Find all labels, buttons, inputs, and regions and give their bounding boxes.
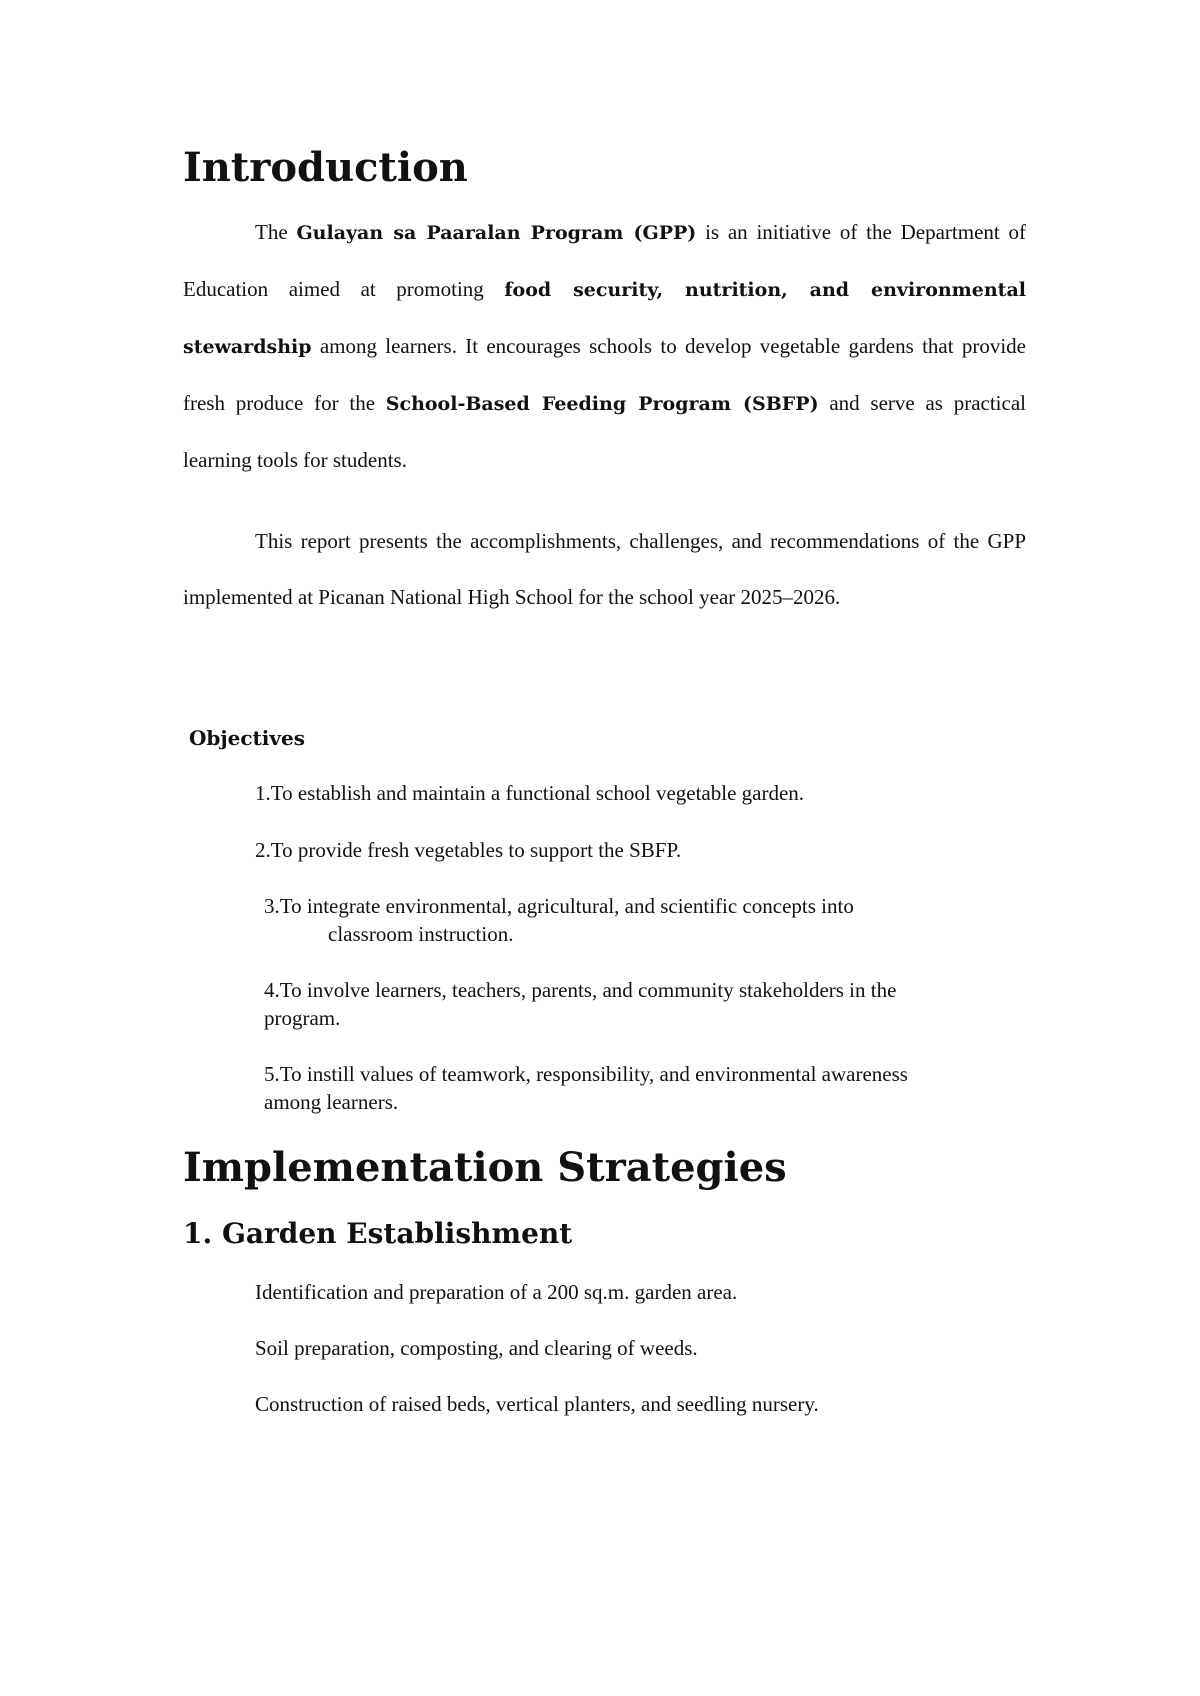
objective-item-5 xyxy=(264,1060,908,1116)
objective-number: 5. xyxy=(264,1062,280,1086)
intro-p1-text-1: The xyxy=(255,220,297,244)
garden-item-3: Construction of raised beds, vertical planters, and seedling nursery. xyxy=(255,1392,819,1416)
introduction-paragraph-2: This report presents the accomplishments, challenges, and recommendations of the GPP implemented at Picanan National High School for the school year 2025–2026. xyxy=(183,529,1026,609)
objective-number: 2. xyxy=(255,838,271,862)
objective-text: To instill values of teamwork, responsibility, and environmental awareness xyxy=(279,1062,908,1086)
garden-establishment-heading: 1. Garden Establishment xyxy=(183,1217,573,1250)
objective-item-4 xyxy=(264,976,896,1032)
intro-p1-bold-sbfp: School-Based Feeding Program (SBFP) xyxy=(385,393,819,415)
objective-item-3 xyxy=(264,892,854,948)
introduction-heading: Introduction xyxy=(183,144,468,191)
objective-item-2 xyxy=(255,836,681,864)
objective-continuation: program. xyxy=(264,1006,341,1030)
objective-continuation: classroom instruction. xyxy=(328,922,514,946)
objective-number: 1. xyxy=(255,781,271,805)
objective-text: To establish and maintain a functional school vegetable garden. xyxy=(270,781,805,805)
introduction-paragraph-1 xyxy=(183,204,1026,488)
intro-p1-text-3: among learners. It encourages schools to develop vegetable gardens that provide fresh produce for the xyxy=(183,334,1026,415)
intro-p1-text-4: and serve as practical learning tools for students. xyxy=(183,391,1026,472)
objective-text: To involve learners, teachers, parents, and community stakeholders in the xyxy=(279,978,897,1002)
garden-item-1: Identification and preparation of a 200 sq.m. garden area. xyxy=(255,1280,738,1304)
intro-p1-bold-program: Gulayan sa Paaralan Program (GPP) xyxy=(296,222,697,244)
objective-text: To integrate environmental, agricultural, and scientific concepts into xyxy=(279,894,854,918)
intro-p1-bold-goals: food security, nutrition, and environmental stewardship xyxy=(183,279,1026,358)
implementation-heading: Implementation Strategies xyxy=(183,1144,787,1191)
objectives-heading: Objectives xyxy=(189,726,305,750)
garden-item-2: Soil preparation, composting, and clearing of weeds. xyxy=(255,1336,698,1360)
objective-number: 4. xyxy=(264,978,280,1002)
objective-continuation: among learners. xyxy=(264,1090,399,1114)
objective-item-1 xyxy=(255,779,804,807)
objective-text: To provide fresh vegetables to support the SBFP. xyxy=(270,838,682,862)
objective-number: 3. xyxy=(264,894,280,918)
intro-p1-text-2: is an initiative of the Department of Education aimed at promoting xyxy=(183,220,1026,301)
